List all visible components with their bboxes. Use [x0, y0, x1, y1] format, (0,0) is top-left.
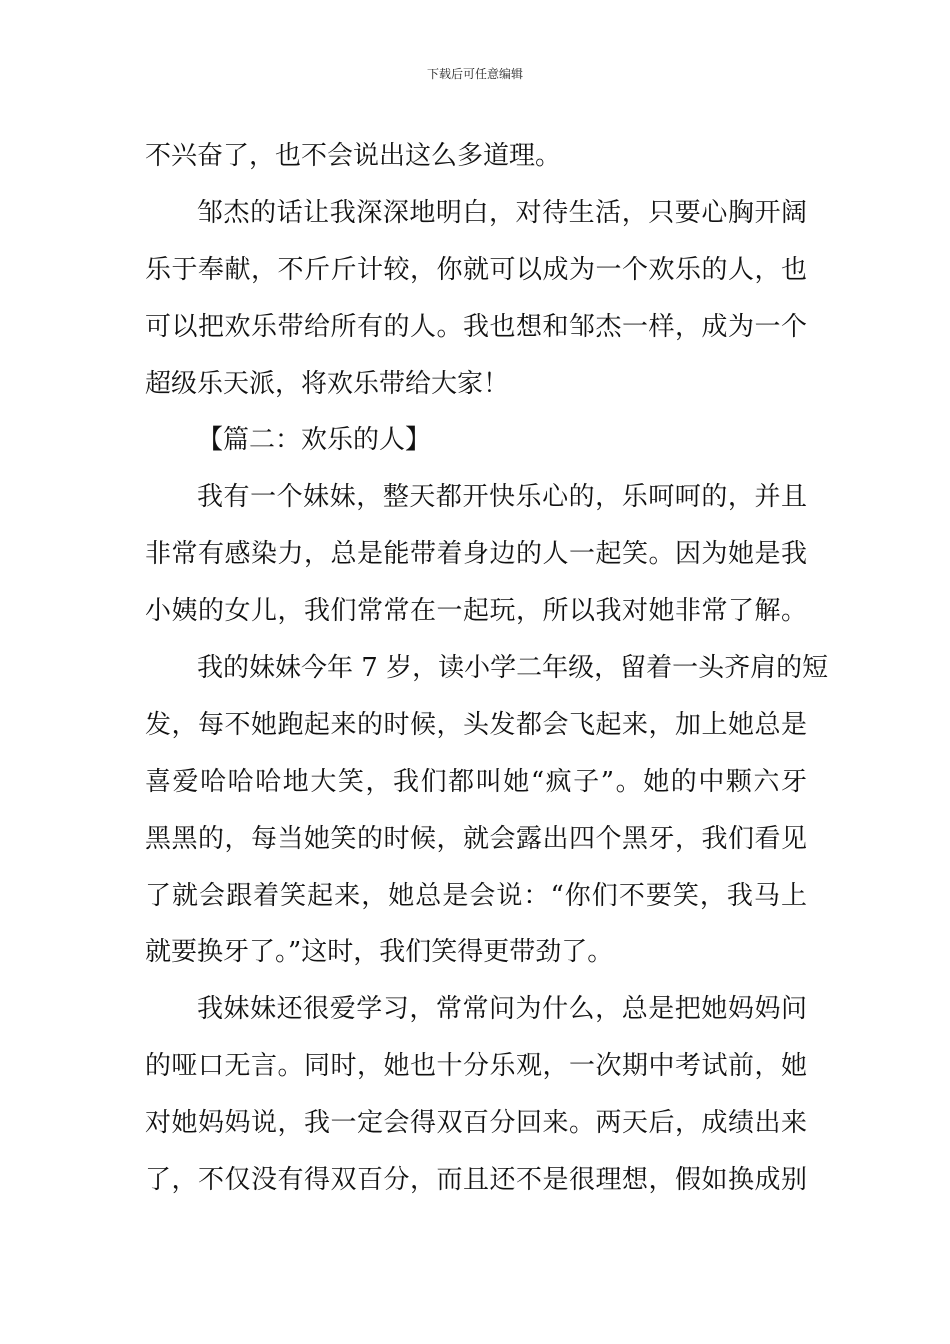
text-line: 我的妹妹今年 7 岁，读小学二年级，留着一头齐肩的短: [197, 653, 829, 684]
text-line: 黑黑的，每当她笑的时候，就会露出四个黑牙，我们看见: [145, 823, 807, 854]
text-line: 邹杰的话让我深深地明白，对待生活，只要心胸开阔: [197, 197, 807, 228]
text-line: 了，不仅没有得双百分，而且还不是很理想，假如换成别: [145, 1165, 807, 1196]
text-line: 可以把欢乐带给所有的人。我也想和邹杰一样，成为一个: [145, 311, 807, 342]
text-line: 非常有感染力，总是能带着身边的人一起笑。因为她是我: [145, 539, 807, 570]
text-line: 的哑口无言。同时，她也十分乐观，一次期中考试前，她: [145, 1051, 807, 1082]
text-line: 了就会跟着笑起来，她总是会说：“你们不要笑，我马上: [145, 880, 807, 911]
body-text: [145, 128, 829, 1209]
page-header-note: 下载后可任意编辑: [426, 67, 523, 81]
text-line: 我妹妹还很爱学习，常常问为什么，总是把她妈妈问: [197, 994, 807, 1025]
text-line: 喜爱哈哈哈地大笑，我们都叫她“疯子”。她的中颗六牙: [145, 766, 807, 797]
text-line: 发，每不她跑起来的时候，头发都会飞起来，加上她总是: [145, 709, 807, 740]
text-line: 我有一个妹妹，整天都开快乐心的，乐呵呵的，并且: [197, 482, 807, 513]
text-line: 就要换牙了。”这时，我们笑得更带劲了。: [145, 937, 614, 968]
text-line: 对她妈妈说，我一定会得双百分回来。两天后，成绩出来: [145, 1108, 807, 1139]
text-line: 乐于奉献，不斤斤计较，你就可以成为一个欢乐的人，也: [145, 254, 807, 285]
text-line: 小姨的女儿，我们常常在一起玩，所以我对她非常了解。: [145, 596, 807, 627]
text-line: 不兴奋了，也不会说出这么多道理。: [145, 141, 562, 171]
section-heading: 【篇二：欢乐的人】: [197, 425, 432, 456]
text-line: 超级乐天派，将欢乐带给大家！: [145, 368, 510, 399]
